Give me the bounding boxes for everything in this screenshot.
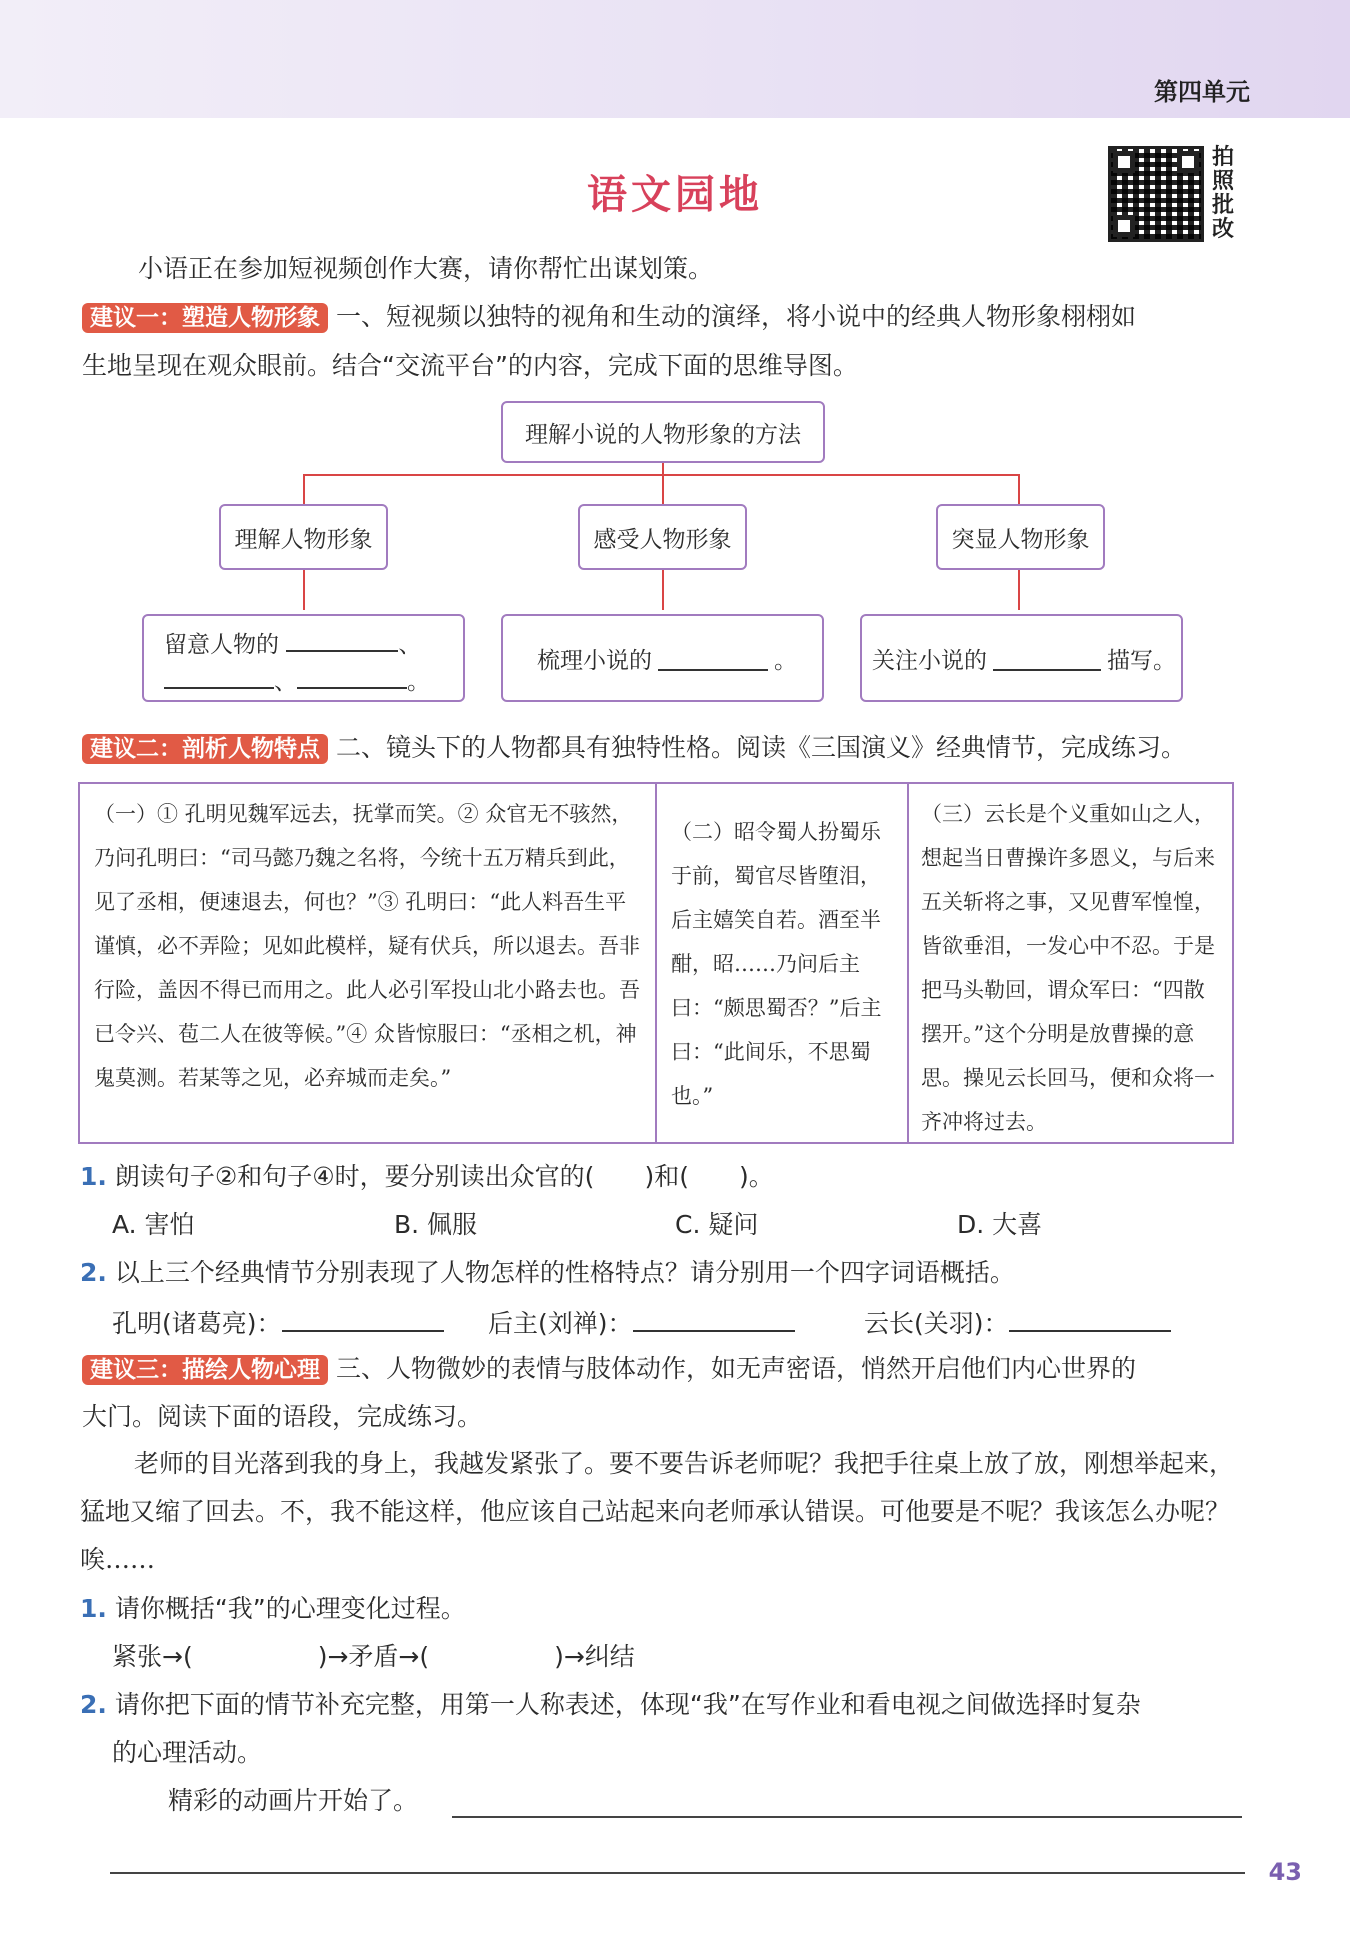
- leaf-label: 描写。: [1107, 647, 1176, 674]
- leaf-label: 梳理小说的: [537, 647, 652, 674]
- mindmap-leaf-2: [501, 614, 824, 702]
- qr-label: [1212, 146, 1238, 242]
- suggestion-tag: 建议二：剖析人物特点: [82, 734, 328, 764]
- answer-blank[interactable]: [633, 1306, 795, 1332]
- character-name: 后主(刘禅)：: [488, 1309, 633, 1338]
- section2-text: 二、镜头下的人物都具有独特性格。阅读《三国演义》经典情节，完成练习。: [336, 733, 1187, 762]
- leaf-sep: 、: [274, 669, 297, 695]
- section1-heading: [82, 302, 1136, 333]
- mindmap-arrow: [662, 570, 664, 610]
- header-band: [0, 0, 1350, 118]
- question-text: 朗读句子②和句子④时，要分别读出众官的( )和( )。: [114, 1162, 774, 1191]
- mindmap-leaf-1: [142, 614, 465, 702]
- leaf-line: [164, 663, 443, 700]
- answer-houzhu: [488, 1306, 795, 1339]
- section3-heading: [82, 1354, 1136, 1385]
- character-name: 云长(关羽)：: [864, 1309, 1009, 1338]
- passage-3: （三）云长是个义重如山之人，想起当日曹操许多恩义，与后来五关斩将之事，又见曹军惶惶，皆欲垂泪，一发心中不忍。于是把马头勒回，谓众军曰：“四散摆开。”这个分明是放曹操的意思。操见云长回马，便和众将一齐冲将过去。: [907, 784, 1232, 1142]
- mindmap-connector: [303, 474, 305, 504]
- option-b[interactable]: B. 佩服: [394, 1210, 478, 1239]
- question-number: 2.: [80, 1690, 107, 1719]
- section3-text-cont: 大门。阅读下面的语段，完成练习。: [82, 1402, 483, 1431]
- question-text: 以上三个经典情节分别表现了人物怎样的性格特点？请分别用一个四字词语概括。: [114, 1258, 1015, 1287]
- answer-kongming: [112, 1306, 444, 1339]
- s3-question-1: [80, 1594, 466, 1624]
- answer-blank[interactable]: [1009, 1306, 1171, 1332]
- s3-question-2-cont: 的心理活动。: [112, 1738, 263, 1767]
- writing-start: 精彩的动画片开始了。: [168, 1786, 419, 1815]
- mindmap-connector: [1018, 474, 1020, 504]
- question-text: 请你概括“我”的心理变化过程。: [114, 1594, 466, 1623]
- mindmap-branch: 突显人物形象: [936, 504, 1105, 570]
- page-title: 语文园地: [587, 172, 763, 218]
- writing-line[interactable]: [452, 1816, 1242, 1818]
- passage-1: （一）① 孔明见魏军远去，抚掌而笑。② 众官无不骇然，乃问孔明曰：“司马懿乃魏之名将，今统十五万精兵到此，见了丞相，便速退去，何也？”③ 孔明曰：“此人料吾生平谨慎，必不弄险；见如此模样，疑有伏兵，所以退去。吾非行险，盖因不得已而用之。此人必引军投山北小路去也。吾已令兴、苞二人在彼等候。”④ 众皆惊服曰：“丞相之机，神鬼莫测。若某等之见，必弃城而走矣。”: [94, 802, 640, 1090]
- answer-blank[interactable]: [297, 663, 407, 689]
- passage-box: [78, 782, 1234, 1144]
- narrative-paragraph: 老师的目光落到我的身上，我越发紧张了。要不要告诉老师呢？我把手往桌上放了放，刚想举起来，猛地又缩了回去。不，我不能这样，他应该自己站起来向老师承认错误。可他要是不呢？我该怎么办呢？唉……: [80, 1449, 1235, 1574]
- unit-label: 第四单元: [1154, 78, 1250, 106]
- section1-text: 一、短视频以独特的视角和生动的演绎，将小说中的经典人物形象栩栩如: [336, 302, 1137, 331]
- option-a[interactable]: A. 害怕: [112, 1210, 195, 1239]
- s3-question-2: [80, 1690, 1141, 1720]
- qr-label-char: 批: [1212, 193, 1235, 218]
- mindmap-arrow: [1018, 570, 1020, 610]
- answer-blank[interactable]: [993, 645, 1101, 671]
- s2-question-2: [80, 1258, 1015, 1288]
- qr-label-char: 拍: [1212, 145, 1235, 170]
- qr-label-char: 改: [1212, 217, 1235, 242]
- question-number: 2.: [80, 1258, 107, 1287]
- question-number: 1.: [80, 1162, 107, 1191]
- leaf-sep: 。: [407, 669, 430, 695]
- passage-2: （二）昭令蜀人扮蜀乐于前，蜀官尽皆堕泪，后主嬉笑自若。酒至半酣，昭……乃问后主曰：“颇思蜀否？”后主曰：“此间乐，不思蜀也。”: [655, 784, 907, 1142]
- section1-text-cont: 生地呈现在观众眼前。结合“交流平台”的内容，完成下面的思维导图。: [82, 351, 858, 380]
- question-number: 1.: [80, 1594, 107, 1623]
- mindmap-leaf-3: [860, 614, 1183, 702]
- section2-heading: [82, 733, 1186, 764]
- leaf-line: [164, 626, 443, 663]
- mindmap-root: 理解小说的人物形象的方法: [501, 401, 825, 463]
- answer-blank[interactable]: [286, 626, 398, 652]
- qr-code-icon[interactable]: [1108, 146, 1204, 242]
- writing-line[interactable]: [110, 1872, 1245, 1874]
- mindmap-arrow: [303, 570, 305, 610]
- mindmap-branch: 理解人物形象: [219, 504, 388, 570]
- answer-blank[interactable]: [282, 1306, 444, 1332]
- page-number: 43: [1268, 1858, 1302, 1886]
- section3-text: 三、人物微妙的表情与肢体动作，如无声密语，悄然开启他们内心世界的: [336, 1354, 1137, 1383]
- answer-blank[interactable]: [658, 645, 768, 671]
- s2-question-1: [80, 1162, 774, 1192]
- mindmap-connector: [662, 463, 664, 505]
- character-name: 孔明(诸葛亮)：: [112, 1309, 282, 1338]
- suggestion-tag: 建议三：描绘人物心理: [82, 1355, 328, 1385]
- answer-blank[interactable]: [164, 663, 274, 689]
- leaf-label: 关注小说的: [872, 647, 987, 674]
- option-c[interactable]: C. 疑问: [675, 1210, 759, 1239]
- leaf-sep: 、: [398, 632, 422, 658]
- mindmap-branch: 感受人物形象: [578, 504, 747, 570]
- answer-yunchang: [864, 1306, 1171, 1339]
- leaf-label: 留意人物的: [164, 632, 279, 658]
- suggestion-tag: 建议一：塑造人物形象: [82, 303, 328, 333]
- leaf-sep: 。: [774, 647, 797, 674]
- intro-text: 小语正在参加短视频创作大赛，请你帮忙出谋划策。: [138, 254, 714, 283]
- emotion-flow[interactable]: 紧张→( )→矛盾→( )→纠结: [112, 1642, 635, 1671]
- mindmap-connector: [303, 474, 1020, 476]
- question-text: 请你把下面的情节补充完整，用第一人称表述，体现“我”在写作业和看电视之间做选择时复杂: [114, 1690, 1141, 1719]
- option-d[interactable]: D. 大喜: [957, 1210, 1043, 1239]
- qr-label-char: 照: [1212, 169, 1235, 194]
